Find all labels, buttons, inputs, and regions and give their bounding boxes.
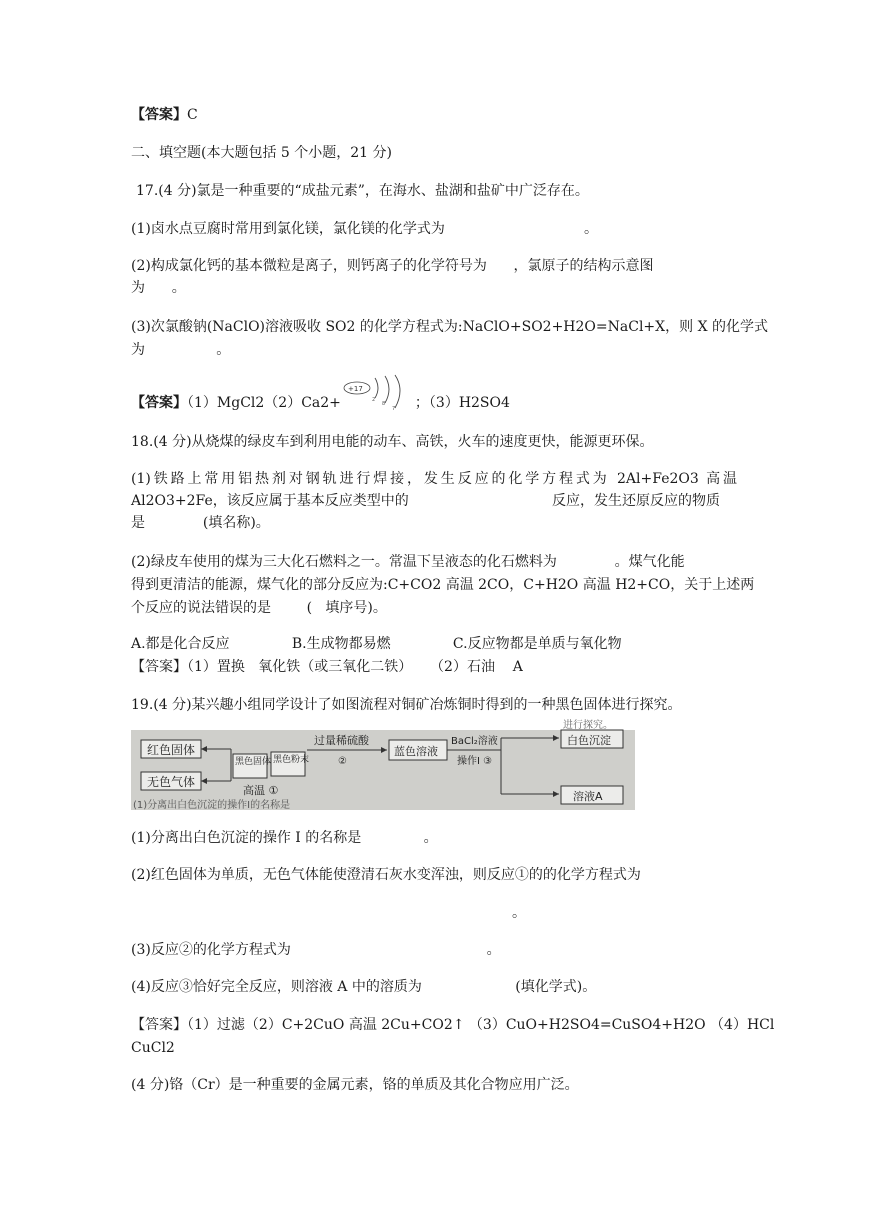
flow-step2: ②	[338, 756, 347, 767]
flowchart-photo	[131, 720, 635, 811]
q18-part1-line2b: 反应，发生还原反应的物质	[552, 493, 720, 509]
flow-red-solid: 红色固体	[147, 743, 196, 757]
q19-part2-end: 。	[512, 905, 526, 921]
q19-stem: 19.(4 分)某兴趣小组同学设计了如图流程对铜矿冶炼铜时得到的一种黑色固体进行探究。	[131, 697, 682, 713]
nucleus-charge: +17	[348, 385, 363, 393]
q18-stem: 18.(4 分)从烧煤的绿皮车到利用电能的动车、高铁，火车的速度更快，能源更环保。	[131, 434, 654, 450]
flow-acid: 过量稀硫酸	[314, 734, 369, 747]
q18-part2-line2: 得到更清洁的能源，煤气化的部分反应为:C+CO2 高温 2CO，C+H2O 高温 H2+CO，关于上述两	[131, 577, 755, 593]
q17-part2-line1: (2)构成氯化钙的基本微粒是离子，则钙离子的化学符号为 ，氯原子的结构示意图	[131, 258, 654, 274]
flow-white-ppt: 白色沉淀	[567, 734, 611, 747]
answer-tag: 【答案】	[131, 395, 187, 411]
q19-answer-line1: 【答案】（1）过滤（2）C+2CuO 高温 2Cu+CO2↑ （3）CuO+H2SO4=CuSO4+H2O （4）HCl	[131, 1017, 775, 1033]
q18-part1-line3: 是 (填名称)。	[131, 515, 270, 531]
q19-part3: (3)反应②的化学方程式为 。	[131, 942, 501, 958]
q17-answer-b: ；（3）H2SO4	[414, 395, 510, 411]
flow-bacl2: BaCl₂溶液	[451, 736, 498, 747]
svg-text:7: 7	[392, 406, 396, 412]
q18-part1-line2	[131, 491, 720, 511]
q20-stem: (4 分)铬（Cr）是一种重要的金属元素，铬的单质及其化合物应用广泛。	[131, 1077, 579, 1093]
flow-black-powder: 黑色粉末	[273, 755, 310, 765]
section-heading: 二、填空题(本大题包括 5 个小题，21 分)	[131, 145, 392, 161]
q17-part3-line2: 为 。	[131, 342, 231, 358]
q17-answer	[131, 393, 510, 413]
q17-part1-end: 。	[584, 221, 598, 237]
q18-part2-line1: (2)绿皮车使用的煤为三大化石燃料之一。常温下呈液态的化石燃料为 。煤气化能	[131, 554, 685, 570]
answer-16	[131, 105, 198, 125]
q17-part2-line2: 为 。	[131, 280, 186, 296]
flow-solution-a: 溶液A	[573, 790, 603, 803]
q19-part1: (1)分离出白色沉淀的操作 I 的名称是 。	[131, 830, 438, 846]
flow-high-temp: 高温 ①	[243, 784, 279, 797]
q17-stem: 17.(4 分)氯是一种重要的“成盐元素”，在海水、盐湖和盐矿中广泛存在。	[136, 183, 589, 199]
q19-part4: (4)反应③恰好完全反应，则溶液 A 中的溶质为 (填化学式)。	[131, 979, 597, 995]
q17-part1-text: (1)卤水点豆腐时常用到氯化镁，氯化镁的化学式为	[131, 221, 445, 237]
svg-text:8: 8	[382, 401, 386, 407]
flow-op1: 操作Ⅰ ③	[457, 756, 493, 767]
flow-colorless-gas: 无色气体	[147, 775, 196, 789]
chlorine-atom-structure-diagram	[339, 375, 411, 413]
q18-part1-line2a: Al2O3+2Fe，该反应属于基本反应类型中的	[131, 493, 409, 509]
q19-part2: (2)红色固体为单质，无色气体能使澄清石灰水变浑浊，则反应①的的化学方程式为	[131, 867, 641, 883]
q18-part2-line3: 个反应的说法错误的是 ( 填序号)。	[131, 600, 387, 616]
flow-top-text: 进行探究。	[563, 720, 613, 731]
q17-part3-line1: (3)次氯酸钠(NaClO)溶液吸收 SO2 的化学方程式为:NaClO+SO2+H2O=NaCl+X，则 X 的化学式	[131, 319, 768, 335]
q18-answer: 【答案】（1）置换 氧化铁（或三氧化二铁） （2）石油 A	[131, 659, 523, 675]
answer-value: C	[187, 107, 198, 123]
flow-bottom-text: (1)分离出白色沉淀的操作Ⅰ的名称是	[133, 800, 291, 811]
answer-tag: 【答案】	[131, 107, 187, 123]
flow-blue-solution: 蓝色溶液	[394, 745, 438, 758]
q19-answer-line2: CuCl2	[131, 1040, 175, 1056]
q18-part1-line1: (1)铁路上常用铝热剂对钢轨进行焊接，发生反应的化学方程式为 2Al+Fe2O3 高温	[131, 471, 737, 487]
q17-part1	[131, 219, 598, 239]
q18-options: A.都是化合反应 B.生成物都易燃 C.反应物都是单质与氧化物	[131, 636, 622, 652]
flow-black-solid: 黑色固体	[235, 757, 272, 767]
q17-answer-a: （1）MgCl2（2）Ca2+	[187, 395, 341, 411]
svg-text:2: 2	[372, 397, 376, 403]
